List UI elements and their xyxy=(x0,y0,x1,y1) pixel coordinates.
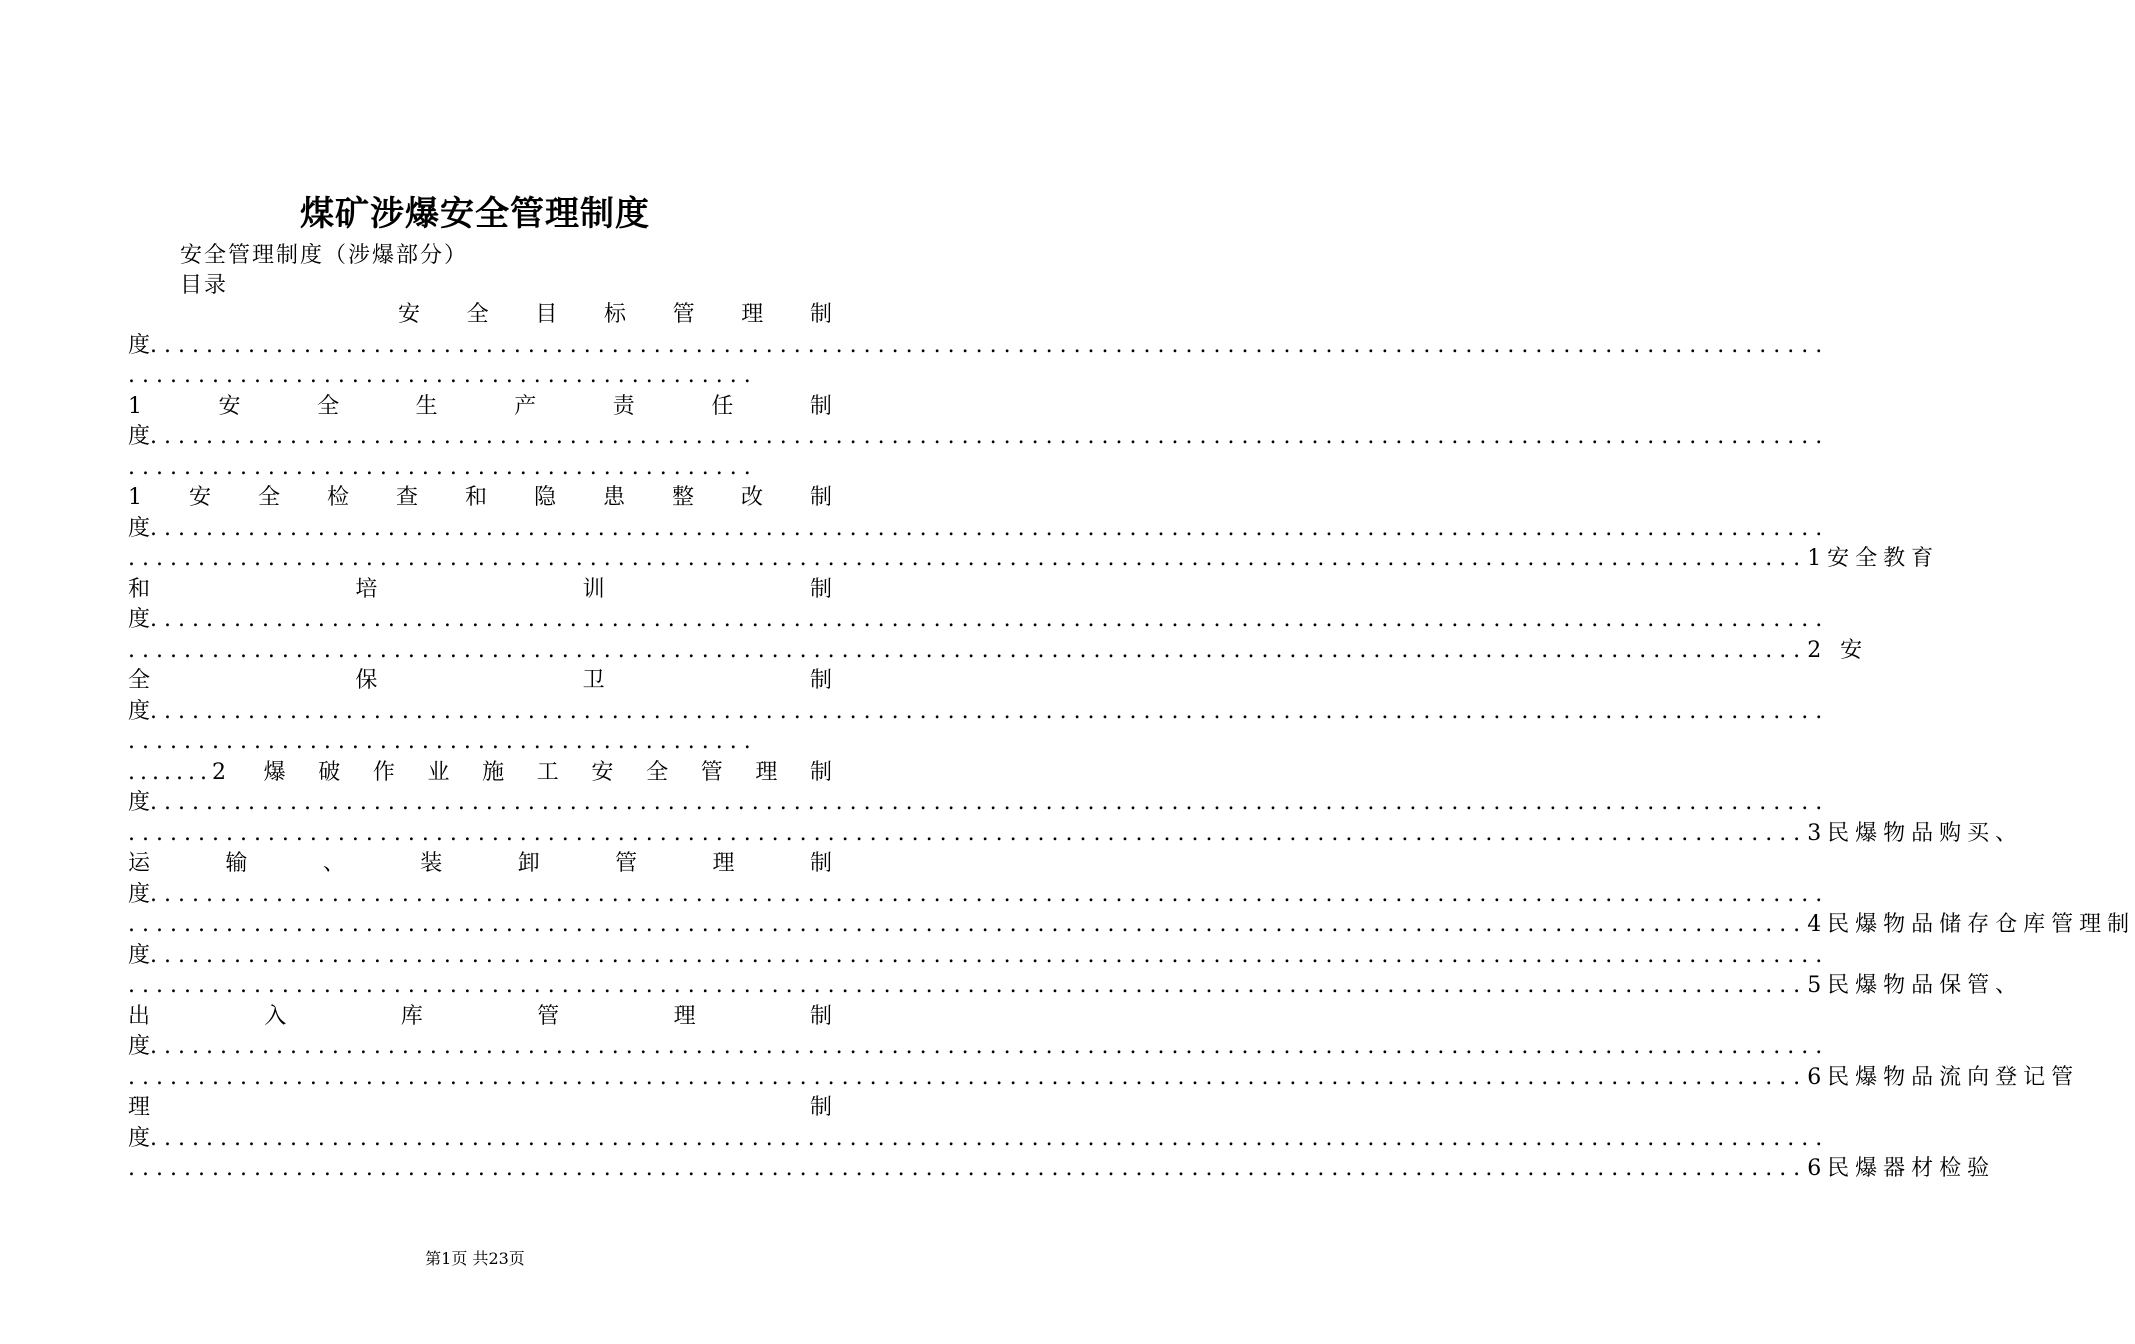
toc-char: 管 xyxy=(537,1003,560,1029)
toc-line xyxy=(128,880,1830,911)
toc-leader-dots: .......2 xyxy=(128,759,231,785)
toc-char: 卫 xyxy=(582,668,605,693)
toc-char: 和 xyxy=(464,485,487,510)
toc-char: 制 xyxy=(809,485,832,510)
toc-char: 理 xyxy=(755,759,778,785)
toc-char: 整 xyxy=(671,485,694,510)
document-title: 煤矿涉爆安全管理制度 xyxy=(300,194,650,234)
toc-line xyxy=(128,392,832,423)
toc-line xyxy=(128,331,1830,362)
toc-leader-dots: ........................................................................................................................ xyxy=(128,1156,1808,1181)
toc-char: 隐 xyxy=(533,485,556,510)
toc-entry-text: 2 安 xyxy=(1807,637,1869,663)
toc-char: 目 xyxy=(535,302,558,327)
toc-char: 制 xyxy=(809,851,832,876)
contents-label: 目录 xyxy=(180,273,229,298)
toc-line xyxy=(128,605,1830,636)
toc-char: 1 xyxy=(128,485,142,510)
toc-entry-text: 1安全教育 xyxy=(1807,546,1940,571)
toc-entry-text: 5民爆物品保管、 xyxy=(1807,973,2024,998)
toc-char: 管 xyxy=(700,759,723,785)
toc-leader-dots: ........................................................................................................................ xyxy=(128,912,1808,937)
toc-char: 输 xyxy=(225,851,248,876)
toc-line xyxy=(128,544,1940,575)
toc-line xyxy=(128,910,2135,941)
toc-char: 责 xyxy=(612,393,635,419)
toc-leader-dots: ........................................................................................................................ xyxy=(150,1034,1830,1059)
toc-char: 制 xyxy=(809,1003,832,1029)
toc-char: 安 xyxy=(398,302,421,327)
toc-leader-dots: ........................................................................................................................ xyxy=(150,1125,1830,1151)
toc-line xyxy=(128,636,1869,667)
toc-leader-dots: ........................................................................................................................ xyxy=(150,332,1830,358)
toc-line xyxy=(128,1154,1996,1185)
toc-char: 制 xyxy=(809,759,832,785)
toc-char: 破 xyxy=(318,759,341,785)
toc-entry-end: 度 xyxy=(128,332,151,358)
toc-line xyxy=(128,1032,1830,1063)
toc-char: 制 xyxy=(809,302,832,327)
toc-char: 1 xyxy=(128,393,142,419)
toc-char: 出 xyxy=(128,1003,151,1029)
toc-leader-dots: ........................................................................................................................ xyxy=(128,1064,1808,1090)
toc-char: 安 xyxy=(188,485,211,510)
toc-leader-dots: ........................................................................................................................ xyxy=(128,546,1808,571)
toc-char: 全 xyxy=(128,668,151,693)
toc-char: 理 xyxy=(673,1003,696,1029)
toc-char: 运 xyxy=(128,851,151,876)
toc-leader-dots: ........................................................................................................................ xyxy=(150,790,1830,815)
toc-char: 全 xyxy=(646,759,669,785)
toc-char: 产 xyxy=(514,393,537,419)
toc-leader-dots: ............................................. xyxy=(128,729,758,754)
toc-line xyxy=(128,1124,1830,1155)
toc-char: 理 xyxy=(712,851,735,876)
toc-leader-dots: ........................................................................................................................ xyxy=(128,637,1808,663)
toc-char: 装 xyxy=(420,851,443,876)
toc-line xyxy=(128,727,832,758)
toc-entry-end: 度 xyxy=(128,790,151,815)
toc-leader-dots: ........................................................................................................................ xyxy=(150,698,1830,724)
toc-line xyxy=(128,1002,832,1033)
toc-entry-text: 3民爆物品购买、 xyxy=(1807,820,2024,846)
toc-entry-end: 度 xyxy=(128,881,151,907)
toc-line xyxy=(128,1063,2080,1094)
toc-char: 理 xyxy=(741,302,764,327)
toc-char: 全 xyxy=(317,393,340,419)
toc-line xyxy=(128,453,832,484)
toc-line xyxy=(128,422,1830,453)
page-footer: 第1页 共23页 xyxy=(425,1249,525,1268)
toc-entry-end: 度 xyxy=(128,1125,151,1151)
toc-line xyxy=(128,666,832,697)
toc-char: 查 xyxy=(395,485,418,510)
toc-leader-dots: ........................................................................................................................ xyxy=(150,607,1830,632)
toc-entry-end: 度 xyxy=(128,607,151,632)
toc-line xyxy=(128,575,832,606)
toc-char: 安 xyxy=(591,759,614,785)
toc-char: 患 xyxy=(602,485,625,510)
toc-char: 业 xyxy=(427,759,450,785)
toc-leader-dots: ........................................................................................................................ xyxy=(128,973,1808,998)
toc-line xyxy=(128,788,1830,819)
toc-leader-dots: ........................................................................................................................ xyxy=(150,881,1830,907)
toc-char: 、 xyxy=(322,851,345,876)
toc-char: 训 xyxy=(582,576,605,602)
toc-line xyxy=(128,971,2024,1002)
toc-char: 保 xyxy=(355,668,378,693)
toc-char: 制 xyxy=(809,393,832,419)
toc-char: 标 xyxy=(603,302,626,327)
toc-line xyxy=(128,941,1830,972)
toc-char: 检 xyxy=(326,485,349,510)
toc-char: 作 xyxy=(372,759,395,785)
toc-entry-text: 6民爆器材检验 xyxy=(1807,1156,1996,1181)
toc-leader-dots: ............................................. xyxy=(128,454,758,480)
toc-char: 培 xyxy=(355,576,378,602)
toc-line xyxy=(128,697,1830,728)
toc-entry-end: 度 xyxy=(128,515,151,541)
toc-char: 施 xyxy=(482,759,505,785)
toc-char: 任 xyxy=(711,393,734,419)
toc-char: 全 xyxy=(257,485,280,510)
toc-line xyxy=(128,758,832,789)
toc-line xyxy=(128,1093,832,1124)
toc-leader-dots: ............................................. xyxy=(128,363,758,388)
toc-char: 全 xyxy=(466,302,489,327)
toc-leader-dots: ........................................................................................................................ xyxy=(150,942,1830,968)
toc-leader-dots: ........................................................................................................................ xyxy=(150,424,1830,449)
toc-line xyxy=(128,361,832,392)
toc-char: 生 xyxy=(415,393,438,419)
toc-char: 爆 xyxy=(263,759,286,785)
toc-char: 工 xyxy=(536,759,559,785)
toc-entry-end: 度 xyxy=(128,942,151,968)
toc-leader-dots: ........................................................................................................................ xyxy=(150,515,1830,541)
toc-line xyxy=(128,849,832,880)
toc-line xyxy=(128,483,832,514)
toc-entry-text: 4民爆物品储存仓库管理制 xyxy=(1807,912,2135,937)
toc-char: 卸 xyxy=(517,851,540,876)
toc-line xyxy=(128,300,832,331)
toc-entry-text: 6民爆物品流向登记管 xyxy=(1807,1064,2080,1090)
toc-char: 制 xyxy=(809,576,832,602)
toc-char: 安 xyxy=(218,393,241,419)
toc-entry-end: 度 xyxy=(128,698,151,724)
toc-char: 管 xyxy=(615,851,638,876)
toc-char: 制 xyxy=(809,668,832,693)
toc-line xyxy=(128,514,1830,545)
toc-char: 库 xyxy=(400,1003,423,1029)
toc-entry-end: 度 xyxy=(128,424,151,449)
toc-char: 管 xyxy=(672,302,695,327)
toc-char: 理 xyxy=(128,1095,151,1120)
toc-line xyxy=(128,819,2024,850)
toc-char: 入 xyxy=(264,1003,287,1029)
toc-char: 制 xyxy=(809,1095,832,1120)
table-of-contents xyxy=(128,300,2135,1185)
toc-entry-end: 度 xyxy=(128,1034,151,1059)
toc-leader-dots: ........................................................................................................................ xyxy=(128,820,1808,846)
document-subtitle: 安全管理制度（涉爆部分） xyxy=(180,243,469,268)
toc-char: 和 xyxy=(128,576,151,602)
toc-char: 改 xyxy=(740,485,763,510)
